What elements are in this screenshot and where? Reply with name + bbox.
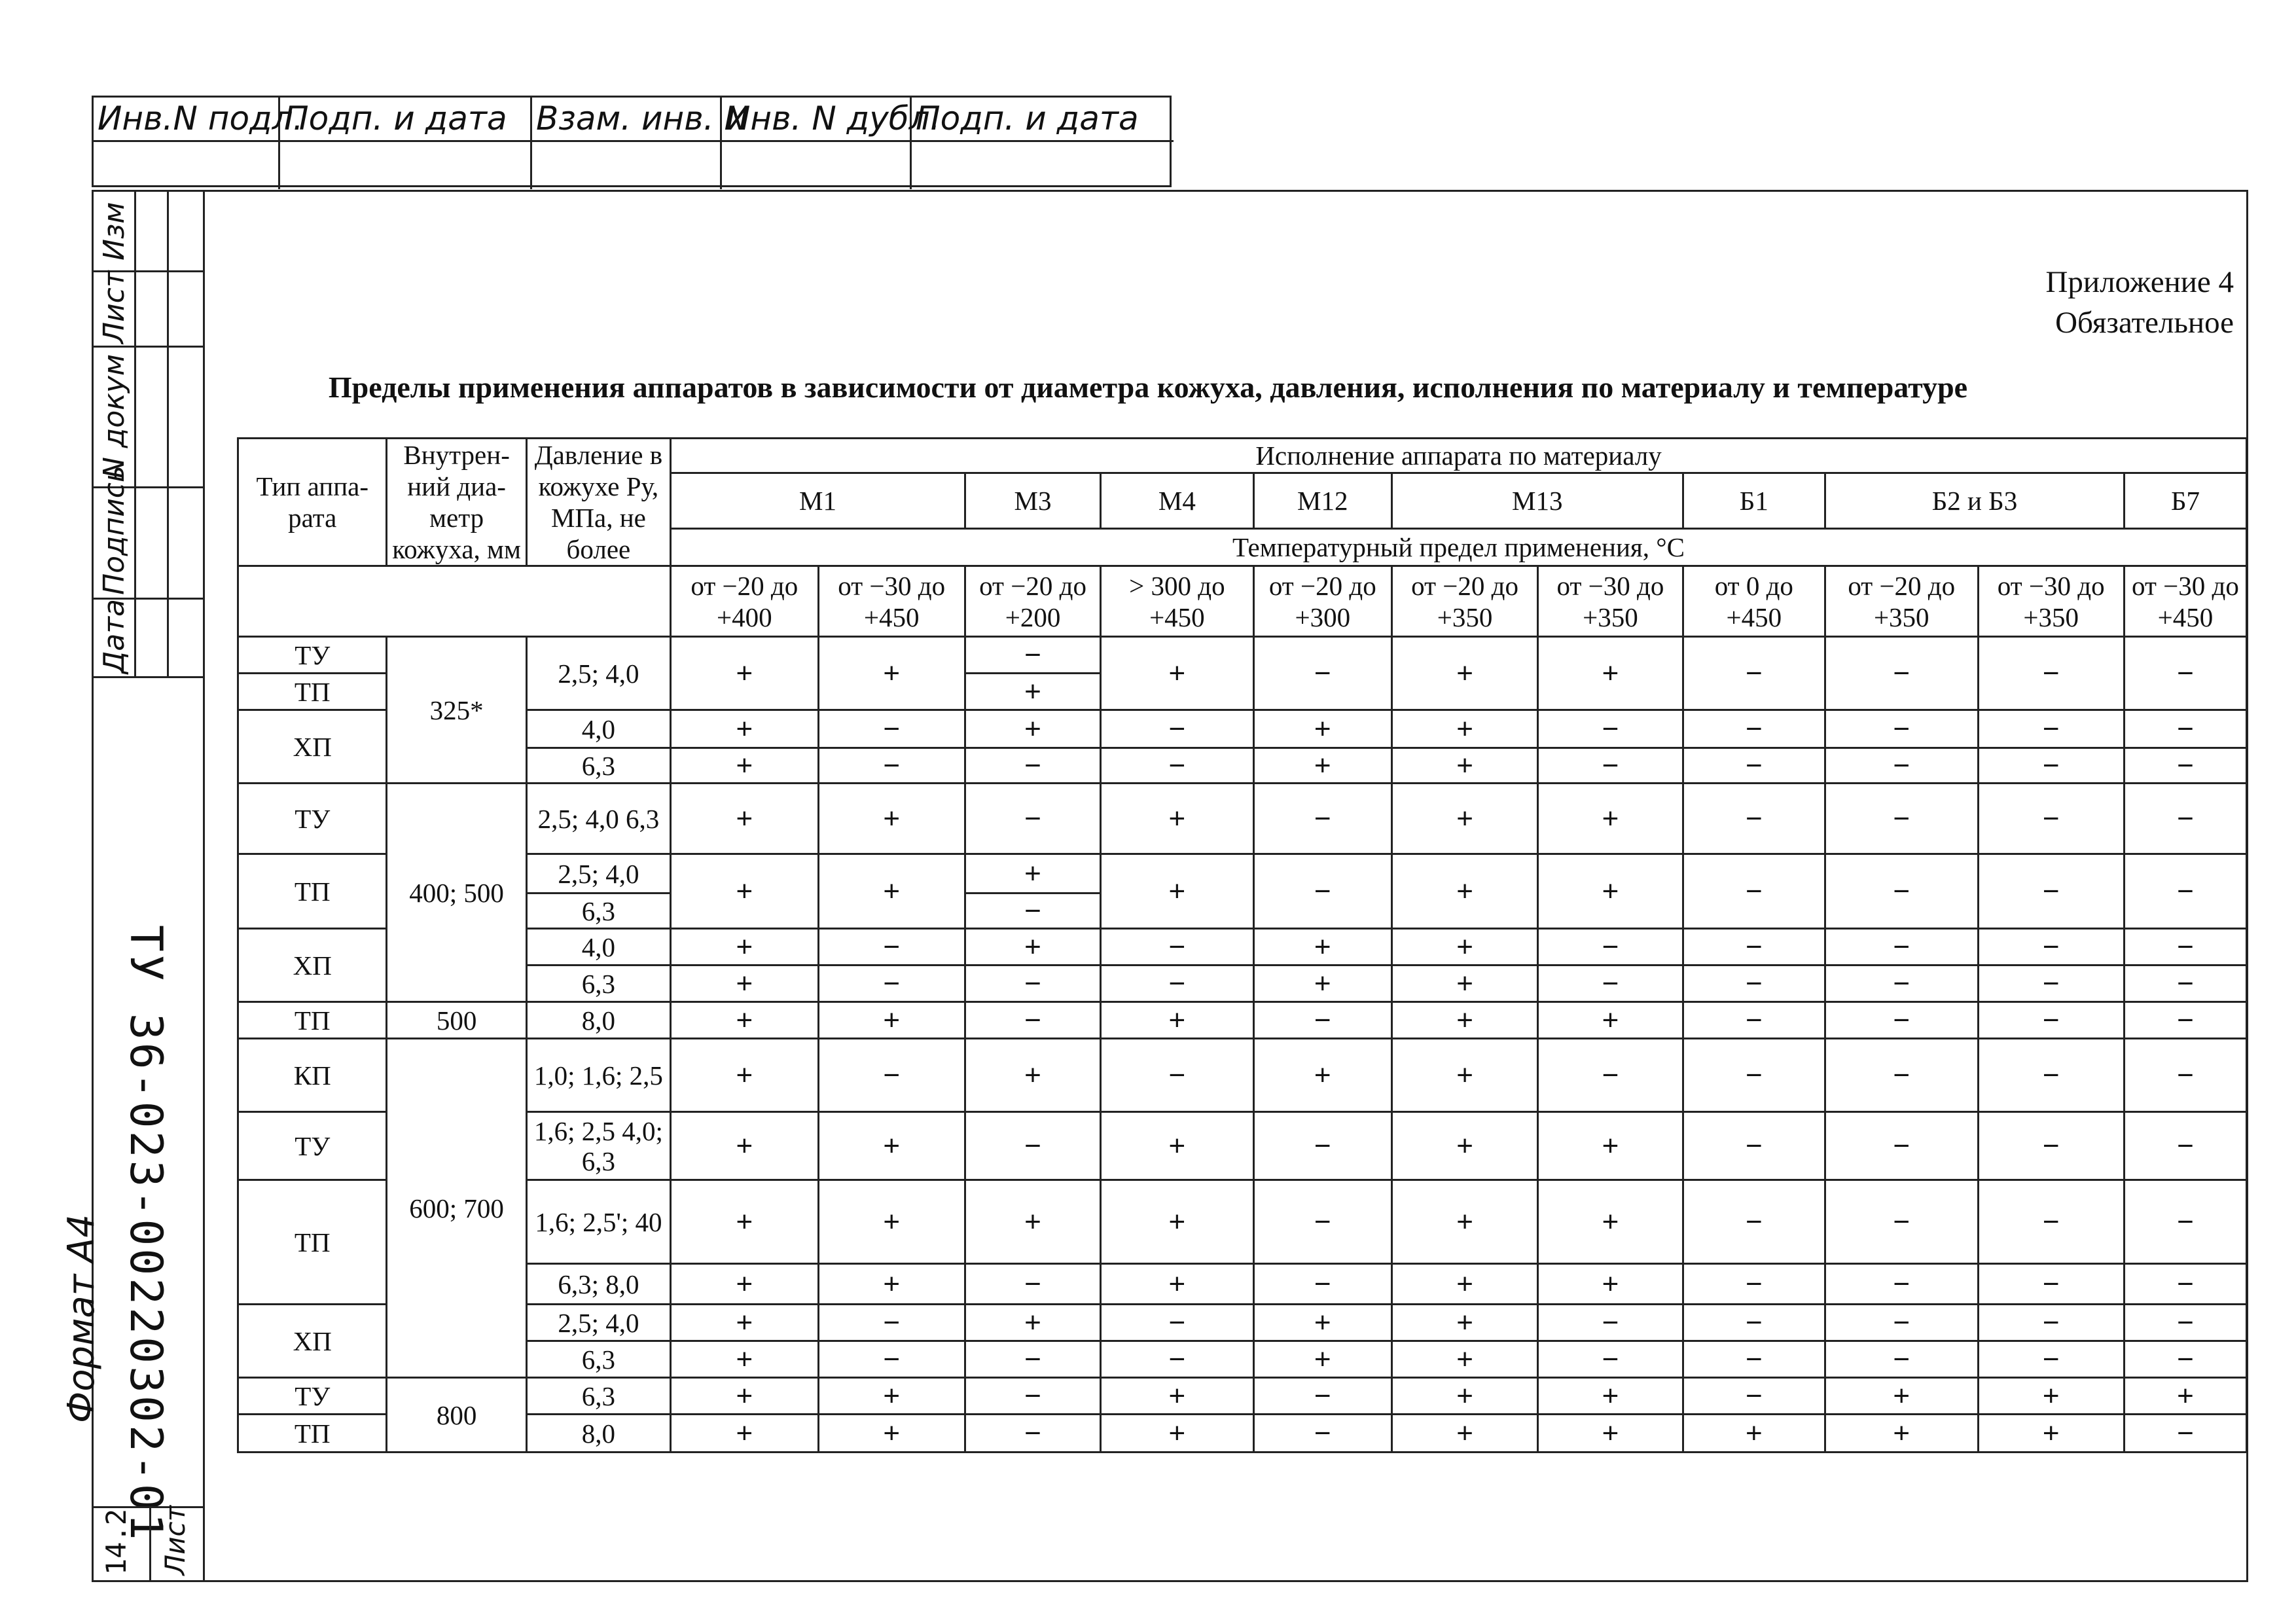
cell-mark: + xyxy=(1253,1305,1391,1341)
cell-mark: + xyxy=(1391,1415,1537,1453)
cell-mark: − xyxy=(2124,1002,2246,1039)
cell-mark: + xyxy=(671,784,818,854)
cell-mark: + xyxy=(818,637,965,710)
cell-pressure: 6,3 xyxy=(526,1341,670,1378)
cell-mark: − xyxy=(1683,1002,1825,1039)
cell-pressure: 4,0 xyxy=(526,929,670,965)
cell-mark: − xyxy=(1101,1039,1254,1112)
header-temperature: от −20 до +350 xyxy=(1825,566,1978,637)
cell-mark: − xyxy=(1825,1180,1978,1264)
cell-pressure: 2,5; 4,0 xyxy=(526,1305,670,1341)
cell-mark: + xyxy=(671,1002,818,1039)
cell-pressure: 2,5; 4,0 xyxy=(526,854,670,893)
cell-mark: + xyxy=(1538,637,1683,710)
cell-pressure: 8,0 xyxy=(526,1002,670,1039)
cell-mark: + xyxy=(1101,637,1254,710)
cell-mark: − xyxy=(965,1341,1100,1378)
cell-mark: + xyxy=(1538,854,1683,929)
cell-mark: − xyxy=(2124,1415,2246,1453)
cell-pressure: 6,3 xyxy=(526,1378,670,1415)
cell-mark: + xyxy=(1538,1112,1683,1180)
cell-mark: − xyxy=(965,637,1100,674)
cell-mark: − xyxy=(965,1378,1100,1415)
cell-mark: − xyxy=(818,1305,965,1341)
cell-mark: − xyxy=(1538,965,1683,1002)
cell-diameter: 800 xyxy=(387,1378,526,1453)
cell-mark: − xyxy=(1253,1264,1391,1305)
cell-mark: + xyxy=(1391,1264,1537,1305)
header-material: М13 xyxy=(1391,473,1683,528)
cell-type: ХП xyxy=(238,1305,387,1378)
cell-mark: − xyxy=(1978,1264,2124,1305)
cell-mark: + xyxy=(1391,1039,1537,1112)
cell-mark: − xyxy=(1253,1378,1391,1415)
header-temperature: от −30 до +350 xyxy=(1978,566,2124,637)
cell-mark: + xyxy=(1538,1180,1683,1264)
cell-mark: − xyxy=(1825,929,1978,965)
cell-mark: − xyxy=(1538,1039,1683,1112)
header-material: М3 xyxy=(965,473,1100,528)
cell-pressure: 1,6; 2,5 4,0; 6,3 xyxy=(526,1112,670,1180)
cell-pressure: 6,3 xyxy=(526,965,670,1002)
cell-mark: − xyxy=(1538,929,1683,965)
cell-mark: − xyxy=(1978,1002,2124,1039)
cell-mark: + xyxy=(1391,710,1537,748)
cell-mark: − xyxy=(2124,1112,2246,1180)
cell-mark: − xyxy=(965,1112,1100,1180)
cell-pressure: 6,3 xyxy=(526,893,670,929)
cell-mark: − xyxy=(1101,965,1254,1002)
cell-pressure: 6,3; 8,0 xyxy=(526,1264,670,1305)
cell-mark: + xyxy=(671,1378,818,1415)
cell-mark: + xyxy=(1538,1378,1683,1415)
cell-type: КП xyxy=(238,1039,387,1112)
cell-mark: − xyxy=(1253,784,1391,854)
cell-mark: + xyxy=(1391,854,1537,929)
cell-mark: − xyxy=(2124,637,2246,710)
cell-mark: − xyxy=(1683,1341,1825,1378)
cell-mark: + xyxy=(818,1264,965,1305)
format-label: Формат А4 xyxy=(60,1214,103,1423)
cell-type: ТП xyxy=(238,1415,387,1453)
cell-mark: + xyxy=(1825,1378,1978,1415)
header-material: Б2 и Б3 xyxy=(1825,473,2124,528)
cell-mark: − xyxy=(1253,637,1391,710)
stamp-label-vzam-inv: Взам. инв. N xyxy=(532,98,722,142)
cell-mark: − xyxy=(1538,748,1683,784)
header-material: Б7 xyxy=(2124,473,2246,528)
cell-mark: + xyxy=(1253,748,1391,784)
cell-mark: − xyxy=(2124,748,2246,784)
cell-type: ТП xyxy=(238,854,387,929)
cell-mark: − xyxy=(2124,1341,2246,1378)
cell-mark: + xyxy=(671,965,818,1002)
cell-mark: + xyxy=(1391,965,1537,1002)
cell-mark: + xyxy=(1391,1002,1537,1039)
cell-mark: − xyxy=(1101,929,1254,965)
cell-mark: + xyxy=(965,1305,1100,1341)
cell-mark: + xyxy=(1538,1415,1683,1453)
cell-mark: − xyxy=(1825,854,1978,929)
cell-mark: + xyxy=(2124,1378,2246,1415)
cell-pressure: 1,6; 2,5'; 40 xyxy=(526,1180,670,1264)
cell-mark: − xyxy=(1825,1341,1978,1378)
cell-mark: + xyxy=(671,1341,818,1378)
cell-type: ТП xyxy=(238,674,387,710)
cell-mark: − xyxy=(1978,1039,2124,1112)
page-title: Пределы применения аппаратов в зависимости от диаметра кожуха, давления, исполнения по материалу и температуре xyxy=(328,370,1968,404)
header-temperature: от −20 до +200 xyxy=(965,566,1100,637)
cell-mark: − xyxy=(1683,1305,1825,1341)
stamp-cell xyxy=(912,142,1174,189)
cell-mark: − xyxy=(1825,1264,1978,1305)
cell-mark: + xyxy=(1538,784,1683,854)
cell-mark: + xyxy=(1101,784,1254,854)
cell-mark: + xyxy=(1391,748,1537,784)
cell-mark: + xyxy=(671,929,818,965)
cell-mark: − xyxy=(1683,748,1825,784)
sheet-label: Лист xyxy=(159,1505,191,1575)
cell-mark: + xyxy=(671,710,818,748)
header-material: М4 xyxy=(1101,473,1254,528)
document-number: ТУ 36-023-00220302-01 xyxy=(120,925,171,1543)
cell-mark: − xyxy=(1978,748,2124,784)
cell-mark: − xyxy=(2124,710,2246,748)
cell-mark: − xyxy=(1825,1039,1978,1112)
cell-mark: − xyxy=(1978,929,2124,965)
cell-mark: − xyxy=(1978,1305,2124,1341)
cell-mark: + xyxy=(965,1039,1100,1112)
cell-mark: + xyxy=(671,1039,818,1112)
cell-mark: − xyxy=(965,748,1100,784)
cell-mark: + xyxy=(965,710,1100,748)
cell-mark: + xyxy=(1391,784,1537,854)
cell-mark: − xyxy=(818,710,965,748)
cell-pressure: 6,3 xyxy=(526,748,670,784)
cell-mark: + xyxy=(818,854,965,929)
cell-mark: − xyxy=(818,929,965,965)
appendix-note xyxy=(2045,262,2234,343)
cell-pressure: 4,0 xyxy=(526,710,670,748)
cell-mark: − xyxy=(2124,1264,2246,1305)
cell-mark: − xyxy=(1683,637,1825,710)
stamp-cell xyxy=(280,142,532,189)
header-spacer xyxy=(238,566,671,637)
cell-type: ТУ xyxy=(238,1378,387,1415)
cell-mark: − xyxy=(1825,1112,1978,1180)
cell-mark: + xyxy=(1825,1415,1978,1453)
cell-mark: + xyxy=(671,1415,818,1453)
cell-mark: − xyxy=(1978,854,2124,929)
stamp-label-inv-podl: Инв.N подл. xyxy=(94,98,280,142)
sheet-box xyxy=(94,1506,205,1580)
cell-mark: − xyxy=(2124,854,2246,929)
cell-mark: − xyxy=(818,965,965,1002)
margin-label-list: Лист xyxy=(98,270,131,344)
cell-type: ТП xyxy=(238,1180,387,1305)
cell-mark: + xyxy=(1391,1305,1537,1341)
cell-mark: − xyxy=(965,1002,1100,1039)
cell-mark: + xyxy=(818,1378,965,1415)
cell-mark: + xyxy=(671,854,818,929)
cell-mark: − xyxy=(1101,1305,1254,1341)
cell-mark: − xyxy=(1683,965,1825,1002)
stamp-cell xyxy=(532,142,722,189)
stamp-label-podp-data-2: Подп. и дата xyxy=(912,98,1174,142)
cell-mark: − xyxy=(2124,929,2246,965)
cell-mark: + xyxy=(1101,1180,1254,1264)
cell-mark: − xyxy=(965,1264,1100,1305)
cell-mark: − xyxy=(1683,1378,1825,1415)
cell-mark: − xyxy=(1683,1112,1825,1180)
stamp-label-inv-dubl: Инв. N дубл. xyxy=(722,98,912,142)
cell-mark: − xyxy=(2124,1180,2246,1264)
cell-mark: + xyxy=(818,1415,965,1453)
stamp-cell xyxy=(94,142,280,189)
margin-label-podpis: Подпись xyxy=(98,465,131,595)
cell-mark: − xyxy=(818,1039,965,1112)
cell-mark: − xyxy=(818,1341,965,1378)
cell-mark: − xyxy=(1978,1341,2124,1378)
cell-mark: + xyxy=(671,1180,818,1264)
margin-label-izm: Изм xyxy=(98,202,131,261)
stamp-cell xyxy=(722,142,912,189)
header-material: М12 xyxy=(1253,473,1391,528)
cell-mark: + xyxy=(965,674,1100,710)
cell-mark: + xyxy=(1253,1341,1391,1378)
cell-mark: − xyxy=(1538,710,1683,748)
cell-mark: − xyxy=(1253,1002,1391,1039)
cell-mark: + xyxy=(818,784,965,854)
margin-label-n-dokum: N докум xyxy=(98,353,131,479)
cell-mark: + xyxy=(1683,1415,1825,1453)
appendix-status: Обязательное xyxy=(2055,306,2234,340)
cell-mark: + xyxy=(671,1264,818,1305)
header-temperature: от −30 до +350 xyxy=(1538,566,1683,637)
header-diameter: Внутрен-ний диа-метр кожуха, мм xyxy=(387,439,526,566)
cell-mark: − xyxy=(1825,784,1978,854)
cell-mark: + xyxy=(1101,1112,1254,1180)
cell-mark: + xyxy=(1253,965,1391,1002)
cell-diameter: 325* xyxy=(387,637,526,784)
cell-pressure: 2,5; 4,0 xyxy=(526,637,670,710)
cell-mark: + xyxy=(965,929,1100,965)
cell-diameter: 600; 700 xyxy=(387,1039,526,1378)
cell-mark: + xyxy=(818,1112,965,1180)
cell-mark: − xyxy=(1683,1180,1825,1264)
cell-pressure: 2,5; 4,0 6,3 xyxy=(526,784,670,854)
cell-mark: − xyxy=(1825,965,1978,1002)
header-temperature: > 300 до +450 xyxy=(1101,566,1254,637)
cell-type: ХП xyxy=(238,929,387,1002)
cell-mark: − xyxy=(1253,1180,1391,1264)
cell-mark: − xyxy=(1253,1112,1391,1180)
cell-pressure: 8,0 xyxy=(526,1415,670,1453)
cell-mark: − xyxy=(1978,784,2124,854)
cell-mark: + xyxy=(1101,1264,1254,1305)
sheet-number: 14.2 xyxy=(100,1508,132,1575)
cell-pressure: 1,0; 1,6; 2,5 xyxy=(526,1039,670,1112)
cell-mark: + xyxy=(818,1002,965,1039)
cell-mark: + xyxy=(1253,710,1391,748)
cell-mark: − xyxy=(2124,1305,2246,1341)
cell-mark: + xyxy=(1391,637,1537,710)
cell-mark: − xyxy=(1825,1305,1978,1341)
header-temperature-group: Температурный предел применения, °С xyxy=(671,528,2247,566)
cell-mark: + xyxy=(671,637,818,710)
header-material: М1 xyxy=(671,473,965,528)
cell-mark: − xyxy=(1683,710,1825,748)
cell-mark: + xyxy=(1391,1378,1537,1415)
cell-type: ХП xyxy=(238,710,387,784)
cell-mark: + xyxy=(965,854,1100,893)
cell-mark: − xyxy=(1253,1415,1391,1453)
cell-mark: − xyxy=(965,893,1100,929)
cell-mark: + xyxy=(1391,1112,1537,1180)
header-temperature: от −20 до +350 xyxy=(1391,566,1537,637)
cell-mark: + xyxy=(1253,1039,1391,1112)
cell-mark: + xyxy=(1101,854,1254,929)
cell-type: ТУ xyxy=(238,1112,387,1180)
cell-mark: + xyxy=(1391,1180,1537,1264)
cell-type: ТУ xyxy=(238,637,387,674)
cell-mark: − xyxy=(1538,1341,1683,1378)
cell-mark: − xyxy=(1825,637,1978,710)
header-temperature: от −30 до +450 xyxy=(818,566,965,637)
cell-type: ТП xyxy=(238,1002,387,1039)
cell-mark: − xyxy=(818,748,965,784)
header-temperature: от −30 до +450 xyxy=(2124,566,2246,637)
cell-mark: − xyxy=(1101,748,1254,784)
cell-mark: − xyxy=(1683,784,1825,854)
cell-mark: + xyxy=(1978,1378,2124,1415)
cell-mark: − xyxy=(965,784,1100,854)
header-type: Тип аппа-рата xyxy=(238,439,387,566)
stamp-strip xyxy=(92,96,1172,187)
header-pressure: Давление в кожухе Ру, МПа, не более xyxy=(526,439,670,566)
appendix-number: Приложение 4 xyxy=(2045,265,2234,299)
cell-mark: + xyxy=(1101,1002,1254,1039)
cell-mark: − xyxy=(965,1415,1100,1453)
cell-mark: − xyxy=(2124,965,2246,1002)
cell-mark: + xyxy=(671,1112,818,1180)
header-temperature: от −20 до +300 xyxy=(1253,566,1391,637)
cell-mark: − xyxy=(1683,929,1825,965)
cell-mark: − xyxy=(1978,1180,2124,1264)
cell-diameter: 400; 500 xyxy=(387,784,526,1002)
cell-mark: − xyxy=(1683,854,1825,929)
cell-mark: + xyxy=(1978,1415,2124,1453)
cell-mark: − xyxy=(1978,1112,2124,1180)
cell-mark: − xyxy=(1978,710,2124,748)
cell-mark: + xyxy=(1391,929,1537,965)
cell-mark: + xyxy=(1101,1415,1254,1453)
cell-mark: − xyxy=(1253,854,1391,929)
cell-mark: − xyxy=(1683,1039,1825,1112)
cell-mark: − xyxy=(1538,1305,1683,1341)
cell-mark: − xyxy=(1825,748,1978,784)
cell-mark: + xyxy=(818,1180,965,1264)
cell-mark: − xyxy=(1101,1341,1254,1378)
cell-mark: + xyxy=(1538,1264,1683,1305)
cell-mark: − xyxy=(1978,965,2124,1002)
header-temperature: от 0 до +450 xyxy=(1683,566,1825,637)
cell-mark: + xyxy=(1538,1002,1683,1039)
cell-mark: − xyxy=(1683,1264,1825,1305)
cell-mark: + xyxy=(965,1180,1100,1264)
cell-mark: − xyxy=(2124,784,2246,854)
stamp-label-podp-data: Подп. и дата xyxy=(280,98,532,142)
cell-mark: − xyxy=(1978,637,2124,710)
cell-mark: − xyxy=(1825,710,1978,748)
header-material-group: Исполнение аппарата по материалу xyxy=(671,439,2247,473)
cell-mark: + xyxy=(1391,1341,1537,1378)
limits-table xyxy=(237,437,2248,1453)
cell-mark: + xyxy=(1101,1378,1254,1415)
cell-mark: + xyxy=(671,748,818,784)
cell-mark: + xyxy=(1253,929,1391,965)
header-material: Б1 xyxy=(1683,473,1825,528)
cell-mark: − xyxy=(965,965,1100,1002)
margin-label-data: Дата xyxy=(98,599,131,674)
cell-mark: − xyxy=(2124,1039,2246,1112)
cell-mark: − xyxy=(1101,710,1254,748)
header-temperature: от −20 до +400 xyxy=(671,566,818,637)
cell-diameter: 500 xyxy=(387,1002,526,1039)
cell-mark: − xyxy=(1825,1002,1978,1039)
cell-mark: + xyxy=(671,1305,818,1341)
cell-type: ТУ xyxy=(238,784,387,854)
